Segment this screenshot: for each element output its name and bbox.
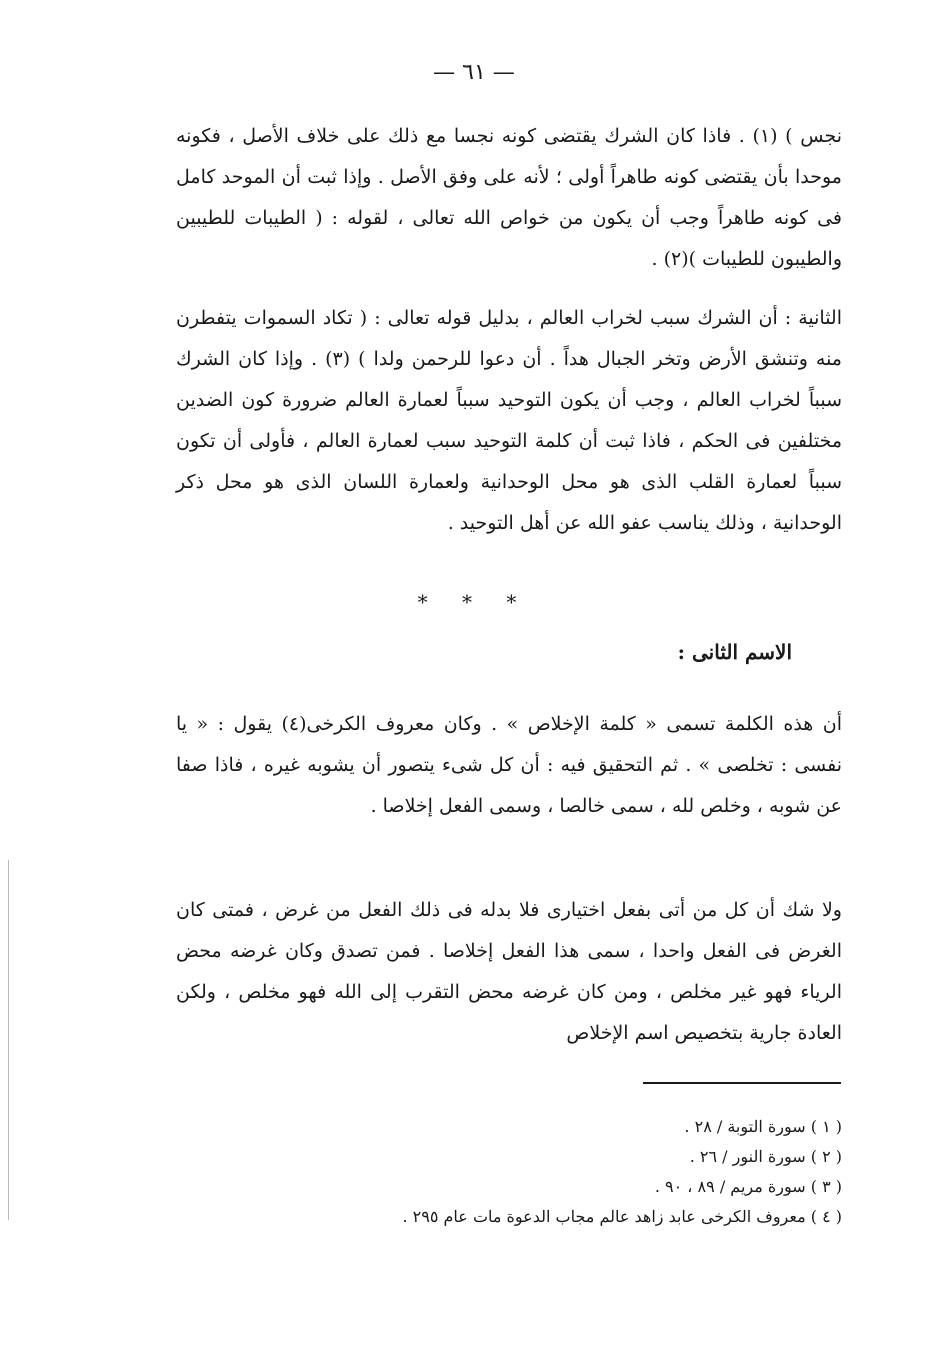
paragraph-text: نجس ) (١) . فاذا كان الشرك يقتضى كونه نجسا مع ذلك على خلاف الأصل ، فكونه موحدا بأن يقتضى كونه طاهراً أولى ؛ لأنه على وفق الأصل . وإذا ثبت أن الموحد كامل فى كونه طاهراً وجب أن يكون من خواص الله تعالى ، لقوله : ( الطيبات للطيبين والطيبون للطيبات )(٢) .: [176, 125, 842, 270]
footnote-2: ( ٢ ) سورة النور / ٢٦ .: [689, 1147, 842, 1166]
section-separator: * * *: [417, 590, 531, 614]
footnote-3: ( ٣ ) سورة مريم / ٨٩ ، ٩٠ .: [654, 1177, 842, 1196]
scan-margin-line: [8, 860, 9, 1220]
paragraph-text: الثانية : أن الشرك سبب لخراب العالم ، بدليل قوله تعالى : ( تكاد السموات يتفطرن منه وتنشق الأرض وتخر الجبال هداً . أن دعوا للرحمن ولدا ) (٣) . وإذا كان الشرك سبباً لخراب العالم ، وجب أن يكون التوحيد سبباً لعمارة العالم ضرورة كون الضدين مختلفين فى الحكم ، فاذا ثبت أن كلمة التوحيد سبب لعمارة العالم ، فأولى أن تكون سبباً لعمارة القلب الذى هو محل الوحدانية ولعمارة اللسان الذى هو محل ذكر الوحدانية ، وذلك يناسب عفو الله عن أهل التوحيد .: [176, 307, 842, 534]
footnote-1: ( ١ ) سورة التوبة / ٢٨ .: [684, 1117, 842, 1136]
footnotes: [300, 1112, 842, 1232]
footnote-4: ( ٤ ) معروف الكرخى عابد زاهد عالم مجاب الدعوة مات عام ٢٩٥ .: [402, 1207, 842, 1226]
paragraph-text: أن هذه الكلمة تسمى « كلمة الإخلاص » . وكان معروف الكرخى(٤) يقول : « يا نفسى : تخلصى » . ثم التحقيق فيه : أن كل شىء يتصور أن يشوبه غيره ، فاذا صفا عن شوبه ، وخلص لله ، سمى خالصا ، وسمى الفعل إخلاصا .: [176, 713, 842, 817]
paragraph-3: [176, 704, 842, 827]
page-number: — ٦١ —: [433, 60, 515, 85]
paragraph-4: [176, 890, 842, 1054]
section-heading: الاسم الثانى :: [677, 640, 792, 664]
footnote-divider: [643, 1082, 841, 1084]
paragraph-text: ولا شك أن كل من أتى بفعل اختيارى فلا بدله فى ذلك الفعل من غرض ، فمتى كان الغرض فى الفعل واحدا ، سمى هذا الفعل إخلاصا . فمن تصدق وكان غرضه محض الرياء فهو غير مخلص ، ومن كان غرضه محض التقرب إلى الله فهو مخلص ، ولكن العادة جارية بتخصيص اسم الإخلاص: [176, 899, 842, 1044]
paragraph-2: [176, 298, 842, 544]
paragraph-1: [176, 116, 842, 280]
